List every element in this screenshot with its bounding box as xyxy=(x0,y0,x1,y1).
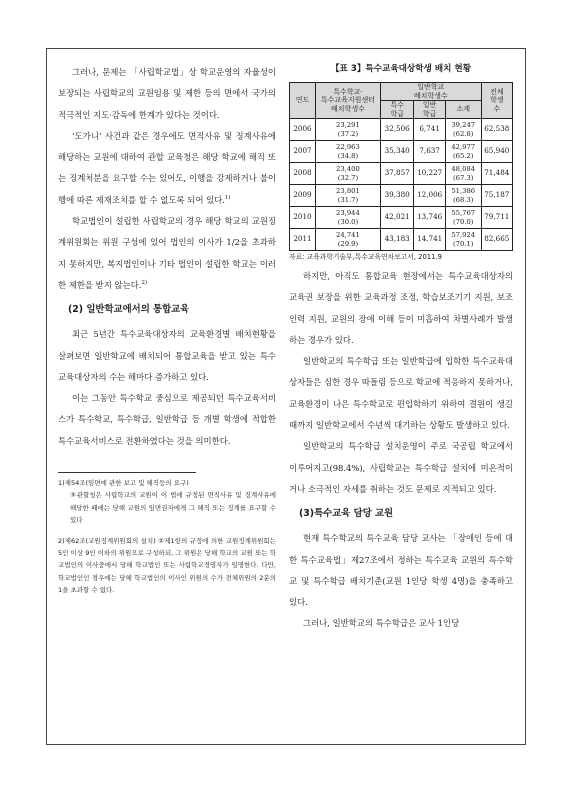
paragraph: 학교법인이 설립한 사립학교의 경우 해당 학교의 교원징계위원회는 위원 구성에 있어 법인의 이사가 1/2을 초과하지 못하지만, 복지법인이나 기타 법인이 설립한 학교는 이러한 제한을 받지 않는다.$^{2)}$ xyxy=(58,216,276,290)
section-heading: (2) 일반학교에서의 통합교육 xyxy=(68,304,190,316)
cell-total: 79,711 xyxy=(481,207,512,229)
cell-special-class: 39,380 xyxy=(380,185,414,207)
cell-special-center: 22,963 (34.8) xyxy=(315,141,380,163)
cell-special-class: 32,506 xyxy=(380,119,414,141)
section-heading: (3)특수교육 담당 교원 xyxy=(299,508,394,520)
cell-general-class: 6,741 xyxy=(414,119,445,141)
table-row xyxy=(290,119,513,141)
table-row xyxy=(290,229,513,251)
cell-general-class: 10,227 xyxy=(414,163,445,185)
table-row xyxy=(290,163,513,185)
header-total: 전체 학생 수 xyxy=(481,83,512,119)
paragraph: 이는 그동안 특수학교 중심으로 제공되던 특수교육서비스가 특수학교, 특수학급, 일반학급 등 개별 학생에 적합한 특수교육서비스로 전환하였다는 것을 의미한다. xyxy=(58,393,276,446)
cell-year: 2008 xyxy=(290,163,316,185)
paragraph: ‘도가니’ 사건과 같은 경우에도 면직사유 및 징계사유에 해당하는 교원에 대하여 관할 교육청은 해당 학교에 해직 또는 징계처분을 요구할 수는 있어도, 이행을 강제하거나 불이행에 따른 제재조치를 할 수 없도록 되어 있다.$^{1)}$ xyxy=(58,130,276,205)
cell-total: 75,187 xyxy=(481,185,512,207)
header-year: 연도 xyxy=(290,83,316,119)
cell-subtotal: 57,924 (70.1) xyxy=(445,229,481,251)
header-general: 일반학교 배치학생수 xyxy=(380,83,481,101)
cell-general-class: 14,741 xyxy=(414,229,445,251)
paragraph: 하지만, 아직도 통합교육 현장에서는 특수교육대상자의 교육권 보장을 위한 교육과정 조정, 학습보조기기 지원, 보조인력 지원, 교원의 장애 이해 등이 미흡하여 차별사례가 발생하는 경우가 있다. xyxy=(289,271,513,345)
placement-table xyxy=(289,82,513,251)
footnote-1-body: ③관할청은 사립학교의 교원이 이 법에 규정된 면직사유 및 징계사유에 해당한 때에는 당해 교원의 임면권자에게 그 해직 또는 징계를 요구할 수 있다 xyxy=(70,491,276,525)
cell-subtotal: 51,386 (68.3) xyxy=(445,185,481,207)
table-row xyxy=(290,141,513,163)
cell-special-center: 23,944 (30.0) xyxy=(315,207,380,229)
footnote-rule xyxy=(58,472,196,473)
cell-year: 2011 xyxy=(290,229,316,251)
cell-general-class: 13,746 xyxy=(414,207,445,229)
cell-general-class: 7,637 xyxy=(414,141,445,163)
paragraph: 일반학교의 특수학급 설치운영이 주로 국공립 학교에서 이루어지고(98.4%), 사립학교는 특수학급 설치에 미온적이거나 소극적인 자세를 취하는 것도 문제로 지적되고 있다. xyxy=(289,441,513,494)
footnote-1-head: 1)제54조(임면에 관한 보고 및 해직등의 요구) xyxy=(58,479,189,488)
cell-year: 2006 xyxy=(290,119,316,141)
cell-subtotal: 42,977 (65.2) xyxy=(445,141,481,163)
paragraph: 그러나, 문제는 「사립학교법」상 학교운영의 자율성이 보장되는 사립학교의 교원임용 및 제한 등의 면에서 국가의 적극적인 지도·감독에 한계가 있다는 것이다. xyxy=(58,67,276,120)
cell-special-center: 23,400 (32.7) xyxy=(315,163,380,185)
cell-special-center: 23,291 (37.2) xyxy=(315,119,380,141)
cell-total: 82,665 xyxy=(481,229,512,251)
footnote-ref[interactable]: 1) xyxy=(224,194,231,201)
cell-special-class: 37,857 xyxy=(380,163,414,185)
cell-special-center: 24,741 (29.9) xyxy=(315,229,380,251)
cell-total: 62,538 xyxy=(481,119,512,141)
cell-subtotal: 39,247 (62.8) xyxy=(445,119,481,141)
cell-subtotal: 48,084 (67.3) xyxy=(445,163,481,185)
paragraph: 최근 5년간 특수교육대상자의 교육환경별 배치현황을 살펴보면 일반학교에 배치되어 통합교육을 받고 있는 특수교육대상자의 수는 해마다 증가하고 있다. xyxy=(58,329,276,382)
left-column xyxy=(58,62,276,597)
cell-special-center: 23,801 (31.7) xyxy=(315,185,380,207)
footnote-2: 2)제62조(교원징계위원회의 설치) ②제1항의 규정에 의한 교원징계위원회는 5인 이상 9인 이하의 위원으로 구성하되, 그 위원은 당해 학교의 교원 또는 학교법인의 이사중에서 당해 학교법인 또는 사립학교경영자가 임명한다. 다만, 학교법인인 경우에는 당해 학교법인의 이사인 위원의 수가 전체위원의 2분의 1을 초과할 수 없다. xyxy=(58,536,276,595)
header-special-class: 특수 학급 xyxy=(380,101,414,119)
header-general-class: 일반 학급 xyxy=(414,101,445,119)
cell-special-class: 43,183 xyxy=(380,229,414,251)
cell-total: 71,484 xyxy=(481,163,512,185)
paragraph: 그러나, 일반학교의 특수학급은 교사 1인당 xyxy=(303,618,460,629)
table-body xyxy=(290,119,513,251)
table-title: 【표 3】특수교육대상학생 배치 현황 xyxy=(330,64,472,74)
cell-year: 2010 xyxy=(290,207,316,229)
cell-special-class: 35,340 xyxy=(380,141,414,163)
table-source: 자료: 교육과학기술부,특수교육연차보고서, 2011.9 xyxy=(289,253,442,261)
right-column xyxy=(289,62,513,635)
footnote-ref[interactable]: 2) xyxy=(141,280,148,287)
paragraph: 일반학교의 특수학급 또는 일반학급에 입학한 특수교육대상자들은 심한 경우 따돌림 등으로 학교에 적응하지 못하거나, 교육환경이 나은 특수학교로 편입학하기 위하여 결원이 생길 때까지 일반학교에서 수년씩 대기하는 상황도 발생하고 있다. xyxy=(289,356,513,431)
header-special-center: 특수학교· 특수교육지원센터 배치학생수 xyxy=(315,83,380,119)
cell-year: 2007 xyxy=(290,141,316,163)
cell-general-class: 12,006 xyxy=(414,185,445,207)
paragraph: 현재 특수학교의 특수교육 담당 교사는 「장애인 등에 대한 특수교육법」제27조에서 정하는 특수교육 교원의 특수학교 및 특수학급 배치기준(교원 1인당 학생 4명)을 충족하고 있다. xyxy=(289,533,513,608)
cell-subtotal: 55,767 (70.0) xyxy=(445,207,481,229)
cell-year: 2009 xyxy=(290,185,316,207)
cell-total: 65,940 xyxy=(481,141,512,163)
table-row xyxy=(290,185,513,207)
table-row xyxy=(290,207,513,229)
cell-special-class: 42,021 xyxy=(380,207,414,229)
header-subtotal: 소계 xyxy=(445,101,481,119)
